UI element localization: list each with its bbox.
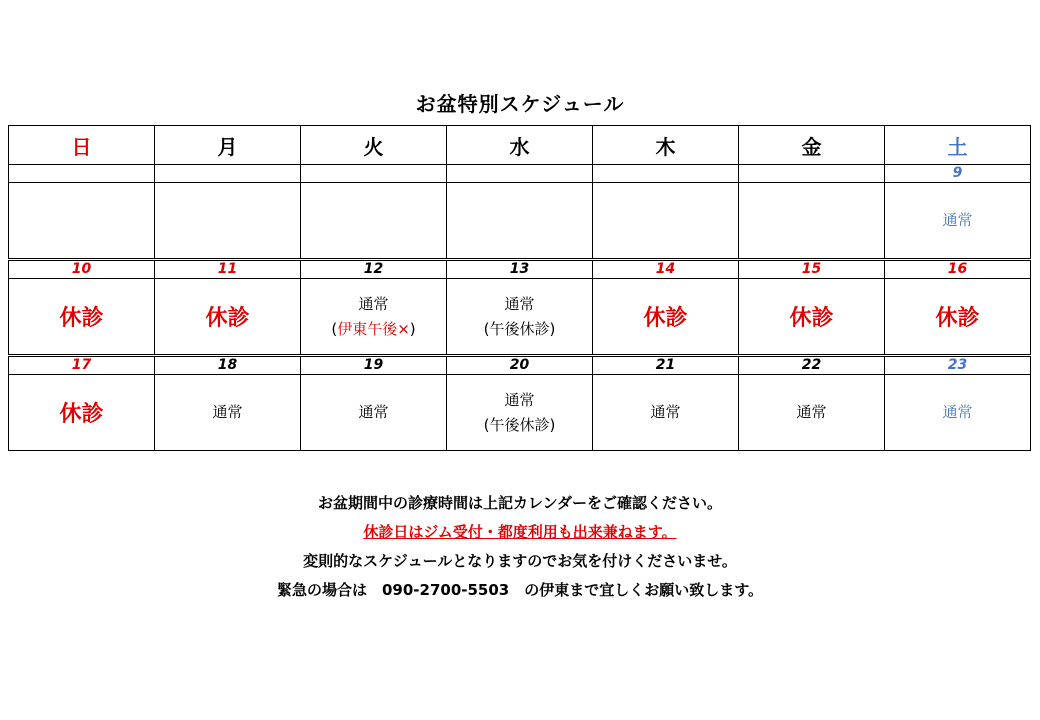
date-cell: 17 (9, 356, 155, 375)
status-cell (885, 375, 1031, 451)
status-open: 通常 (650, 403, 681, 421)
cross-mark-icon: × (397, 319, 410, 338)
date-cell: 15 (739, 260, 885, 279)
status-open: 通常 (504, 294, 535, 313)
date-cell (301, 165, 447, 183)
weekday-monday: 月 (155, 126, 301, 165)
note-line-4: 緊急の場合は 090-2700-5503 の伊東まで宜しくお願い致します。 (276, 581, 764, 599)
date-cell: 18 (155, 356, 301, 375)
status-open: 通常 (358, 294, 389, 313)
status-cell (593, 183, 739, 260)
note-line-3: 変則的なスケジュールとなりますのでお気を付けくださいませ。 (303, 552, 737, 570)
date-cell: 11 (155, 260, 301, 279)
status-cell (593, 375, 739, 451)
weekday-sunday: 日 (9, 126, 155, 165)
status-note: (午後休診) (483, 415, 556, 434)
status-cell (155, 375, 301, 451)
week2-date-row (9, 260, 1031, 279)
date-cell: 10 (9, 260, 155, 279)
schedule-calendar (8, 125, 1031, 451)
status-closed: 休診 (155, 279, 301, 356)
status-cell (301, 375, 447, 451)
weekday-saturday: 土 (885, 126, 1031, 165)
weekday-wednesday: 水 (447, 126, 593, 165)
note-line-2: 休診日はジム受付・都度利用も出来兼ねます。 (363, 523, 677, 541)
date-cell: 19 (301, 356, 447, 375)
status-open: 通常 (358, 403, 389, 421)
status-cell (739, 375, 885, 451)
date-cell (593, 165, 739, 183)
status-cell (447, 279, 593, 356)
date-cell: 9 (885, 165, 1031, 183)
status-open: 通常 (942, 211, 973, 229)
date-cell: 20 (447, 356, 593, 375)
status-cell (301, 183, 447, 260)
status-closed: 休診 (9, 279, 155, 356)
status-cell (155, 183, 301, 260)
status-note: (午後休診) (483, 319, 556, 338)
week2-status-row (9, 279, 1031, 356)
status-closed: 休診 (739, 279, 885, 356)
status-open: 通常 (942, 403, 973, 421)
page-title: お盆特別スケジュール (415, 92, 625, 116)
status-closed: 休診 (593, 279, 739, 356)
weekday-friday: 金 (739, 126, 885, 165)
week3-date-row (9, 356, 1031, 375)
status-closed: 休診 (9, 375, 155, 451)
date-cell: 22 (739, 356, 885, 375)
status-cell (447, 183, 593, 260)
status-open: 通常 (796, 403, 827, 421)
status-note: (伊東午後×) (331, 319, 416, 338)
date-cell: 23 (885, 356, 1031, 375)
date-cell (9, 165, 155, 183)
note-line-1: お盆期間中の診療時間は上記カレンダーをご確認ください。 (317, 494, 723, 512)
status-cell (739, 183, 885, 260)
date-cell: 13 (447, 260, 593, 279)
status-cell (9, 183, 155, 260)
date-cell (155, 165, 301, 183)
status-closed: 休診 (885, 279, 1031, 356)
weekday-tuesday: 火 (301, 126, 447, 165)
week1-status-row (9, 183, 1031, 260)
status-open: 通常 (212, 403, 243, 421)
week1-date-row (9, 165, 1031, 183)
notes-block (0, 489, 1040, 605)
weekday-thursday: 木 (593, 126, 739, 165)
status-open: 通常 (504, 390, 535, 409)
date-cell: 21 (593, 356, 739, 375)
status-cell (447, 375, 593, 451)
date-cell: 14 (593, 260, 739, 279)
status-cell (885, 183, 1031, 260)
date-cell: 16 (885, 260, 1031, 279)
date-cell (739, 165, 885, 183)
date-cell (447, 165, 593, 183)
weekday-header-row (9, 126, 1031, 165)
date-cell: 12 (301, 260, 447, 279)
status-cell (301, 279, 447, 356)
week3-status-row (9, 375, 1031, 451)
